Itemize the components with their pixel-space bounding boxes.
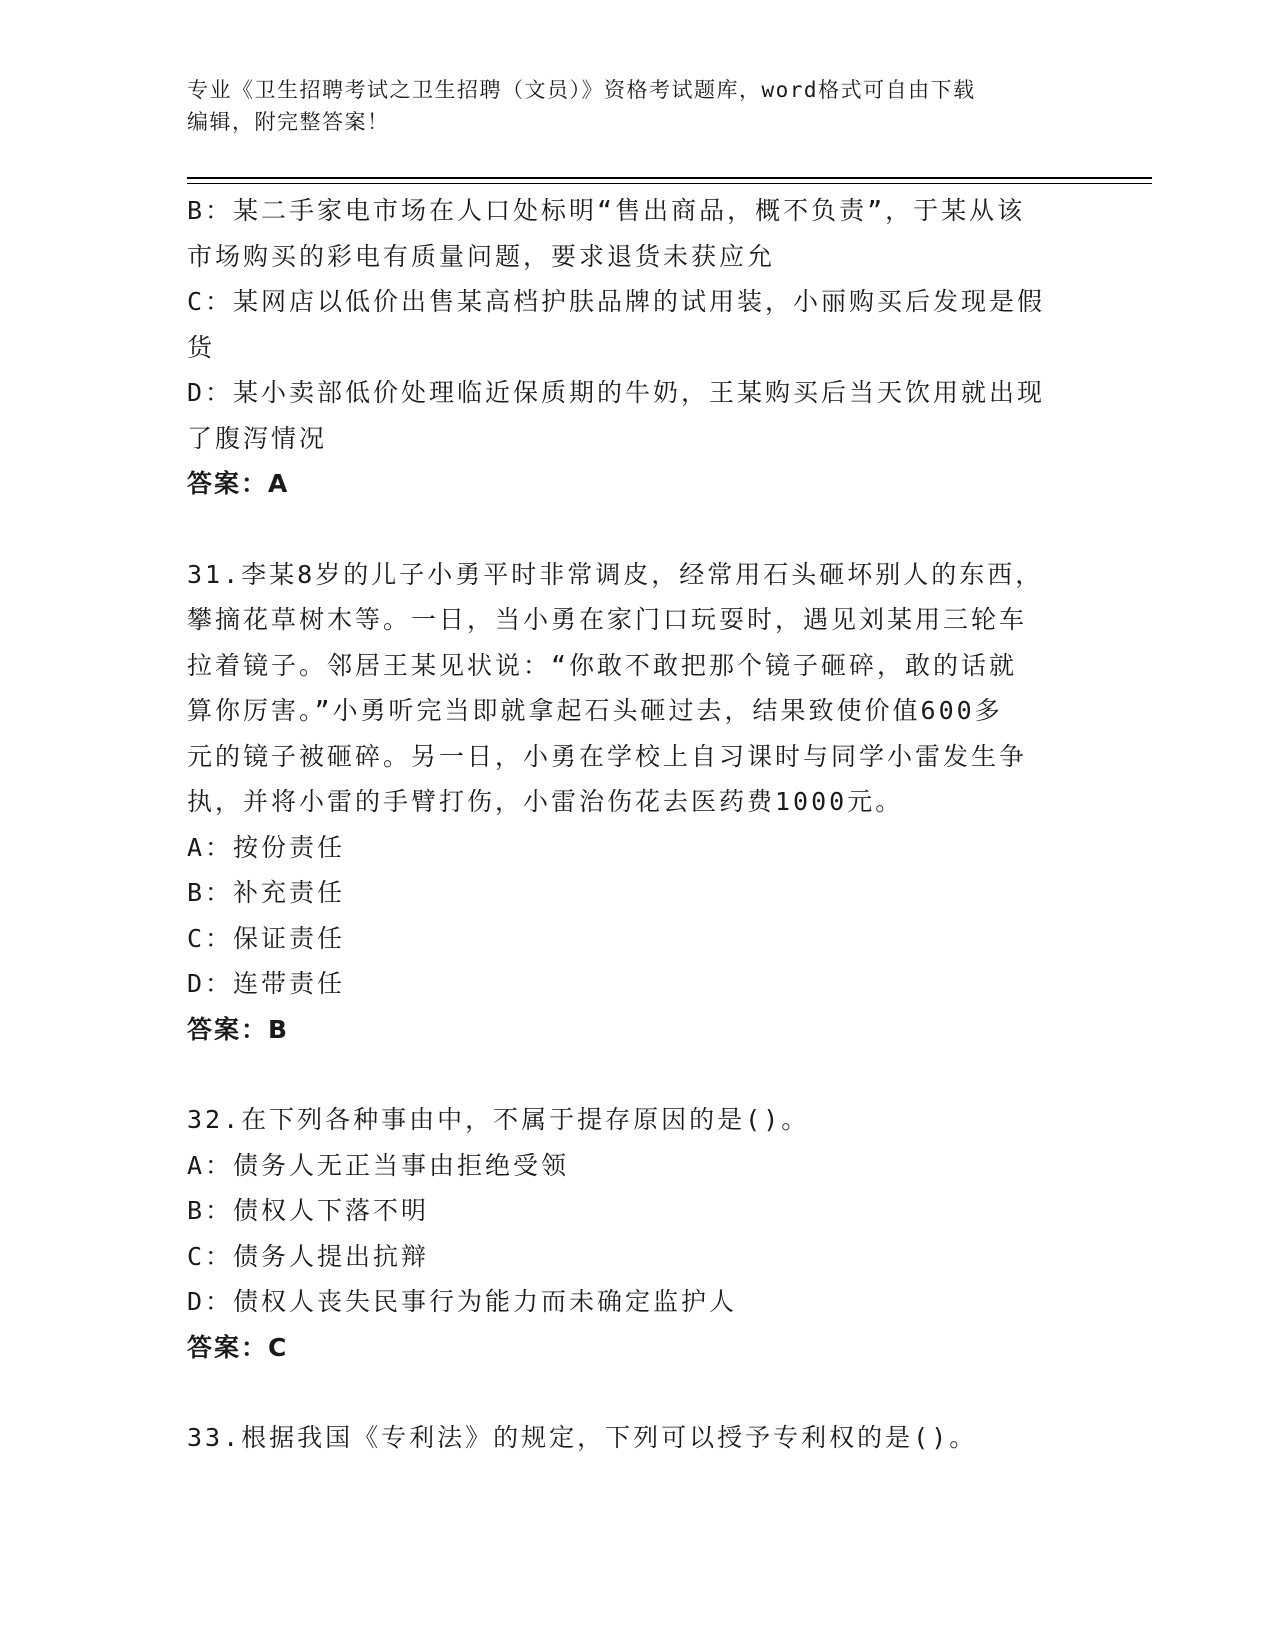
question-stem-line: 算你厉害。”小勇听完当即就拿起石头砸过去，结果致使价值600多 (187, 696, 1003, 725)
option-b-line-1: B：某二手家电市场在人口处标明“售出商品，概不负责”，于某从该 (187, 196, 1026, 225)
option-c: C：保证责任 (187, 923, 346, 953)
spacer (187, 1052, 1087, 1097)
document-body (187, 188, 1087, 1461)
question-30-tail (187, 188, 1087, 507)
answer-q30: 答案：A (187, 469, 290, 498)
question-32 (187, 1097, 1087, 1370)
header-divider-thick (187, 177, 1152, 179)
option-a: A：按份责任 (187, 832, 346, 862)
option-c: C：债务人提出抗辩 (187, 1241, 430, 1271)
option-d-line-2: 了腹泻情况 (187, 423, 328, 453)
option-d: D：连带责任 (187, 969, 346, 998)
option-a: A：债务人无正当事由拒绝受领 (187, 1150, 570, 1180)
question-stem-line: 元的镜子被砸碎。另一日，小勇在学校上自习课时与同学小雷发生争 (187, 741, 1028, 771)
answer-q31: 答案：B (187, 1014, 290, 1044)
option-c-line-2: 货 (187, 332, 216, 362)
question-stem-line: 攀摘花草树木等。一日，当小勇在家门口玩耍时，遇见刘某用三轮车 (187, 605, 1028, 634)
header-line-1: 专业《卫生招聘考试之卫生招聘（文员）》资格考试题库，word格式可自由下载 (187, 78, 976, 102)
option-d-line-1: D：某小卖部低价处理临近保质期的牛奶，王某购买后当天饮用就出现 (187, 378, 1046, 407)
answer-q32: 答案：C (187, 1332, 289, 1362)
question-stem-line: 31.李某8岁的儿子小勇平时非常调皮，经常用石头砸坏别人的东西， (187, 559, 1044, 589)
question-31 (187, 552, 1087, 1053)
option-b: B：补充责任 (187, 878, 346, 907)
header-line-2: 编辑，附完整答案！ (187, 110, 390, 134)
option-d: D：债权人丧失民事行为能力而未确定监护人 (187, 1287, 738, 1316)
option-c-line-1: C：某网店以低价出售某高档护肤品牌的试用装，小丽购买后发现是假 (187, 287, 1046, 316)
spacer (187, 1370, 1087, 1415)
question-stem-line: 拉着镜子。邻居王某见状说：“你敢不敢把那个镜子砸碎，敢的话就 (187, 650, 1018, 680)
question-stem-line: 执，并将小雷的手臂打伤，小雷治伤花去医药费1000元。 (187, 787, 904, 816)
spacer (187, 507, 1087, 552)
document-header (187, 74, 1087, 138)
option-b: B：债权人下落不明 (187, 1196, 430, 1225)
option-b-line-2: 市场购买的彩电有质量问题，要求退货未获应允 (187, 241, 776, 271)
question-stem-line: 33.根据我国《专利法》的规定，下列可以授予专利权的是()。 (187, 1423, 978, 1452)
header-divider-thin (187, 183, 1152, 184)
question-33 (187, 1415, 1087, 1461)
question-stem-line: 32.在下列各种事由中，不属于提存原因的是()。 (187, 1105, 810, 1134)
